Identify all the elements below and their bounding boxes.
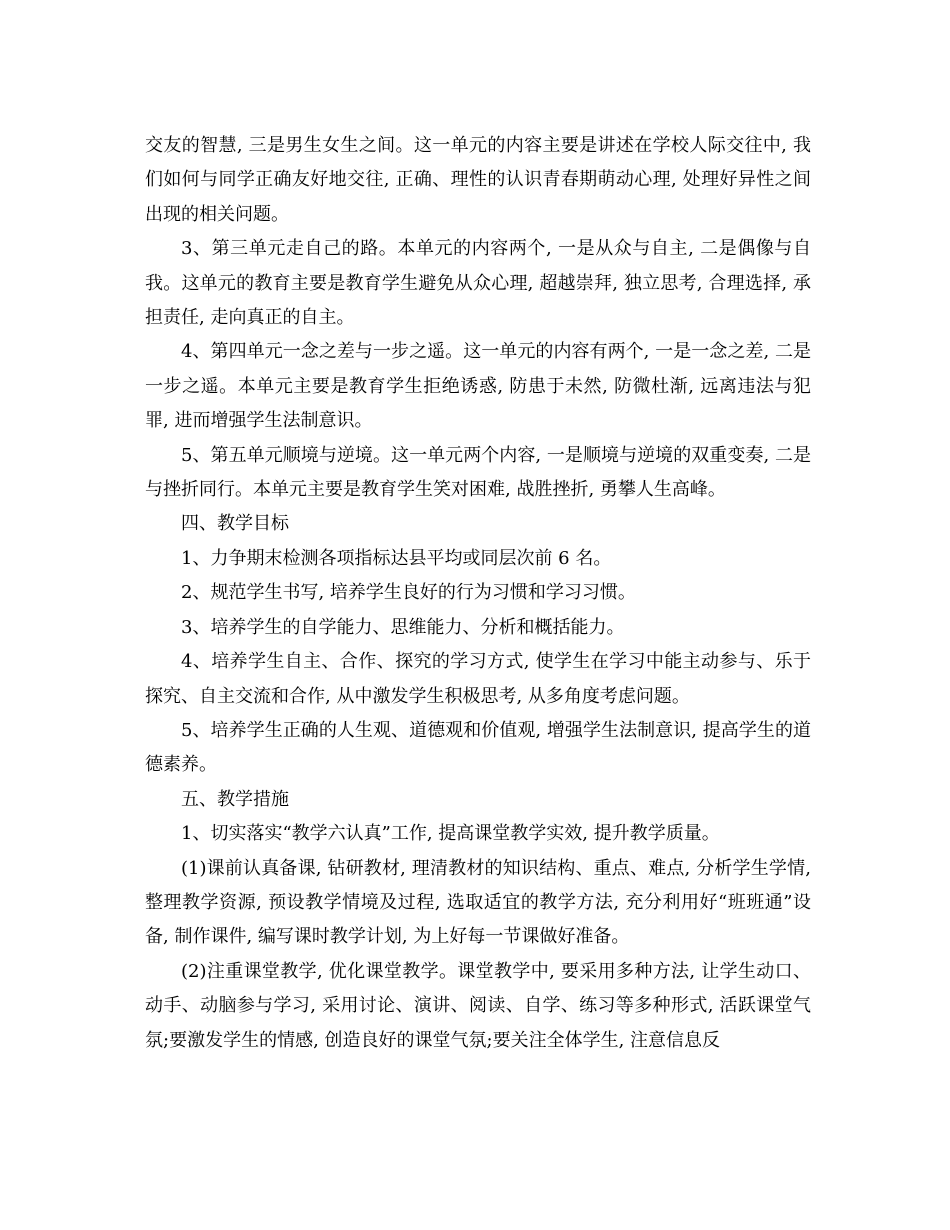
section-heading-measures: 五、教学措施 [181,788,289,810]
goal-item-5: 5、培养学生正确的人生观、道德观和价值观, 增强学生法制意识, 提高学生的道德素养。 [145,719,811,776]
measure-item-1: 1、切实落实“教学六认真”工作, 提高课堂教学实效, 提升教学质量。 [181,823,720,845]
paragraph-continuation: 交友的智慧, 三是男生女生之间。这一单元的内容主要是讲述在学校人际交往中, 我们如何与同学正确友好地交往, 正确、理性的认识青春期萌动心理, 处理好异性之间出现的相关问题。 [145,135,811,225]
section-heading-goals: 四、教学目标 [181,513,289,535]
measure-subitem-2: (2)注重课堂教学, 优化课堂教学。课堂教学中, 要采用多种方法, 让学生动口、动手、动脑参与学习, 采用讨论、演讲、阅读、自学、练习等多种形式, 活跃课堂气氛;要激发学生的情感, 创造良好的课堂气氛;要关注全体学生, 注意信息反 [145,960,811,1051]
paragraph-unit-three: 3、第三单元走自己的路。本单元的内容两个, 一是从众与自主, 二是偶像与自我。这单元的教育主要是教育学生避免从众心理, 超越崇拜, 独立思考, 合理选择, 承担责任, 走向真正的自主。 [145,238,811,329]
goal-item-4: 4、培养学生自主、合作、探究的学习方式, 使学生在学习中能主动参与、乐于探究、自主交流和合作, 从中激发学生积极思考, 从多角度考虑问题。 [145,651,811,707]
document-body [145,129,811,1058]
measure-subitem-1: (1)课前认真备课, 钻研教材, 理清教材的知识结构、重点、难点, 分析学生学情, 整理教学资源, 预设教学情境及过程, 选取适宜的教学方法, 充分利用好“班班通”设备, 制作课件, 编写课时教学计划, 为上好每一节课做好准备。 [145,857,811,948]
goal-item-1: 1、力争期末检测各项指标达县平均或同层次前 6 名。 [181,547,612,569]
paragraph-unit-four: 4、第四单元一念之差与一步之遥。这一单元的内容有两个, 一是一念之差, 二是一步之遥。本单元主要是教育学生拒绝诱惑, 防患于未然, 防微杜渐, 远离违法与犯罪, 进而增强学生法制意识。 [145,341,811,432]
paragraph-unit-five: 5、第五单元顺境与逆境。这一单元两个内容, 一是顺境与逆境的双重变奏, 二是与挫折同行。本单元主要是教育学生笑对困难, 战胜挫折, 勇攀人生高峰。 [145,444,811,501]
goal-item-3: 3、培养学生的自学能力、思维能力、分析和概括能力。 [181,616,625,638]
goal-item-2: 2、规范学生书写, 培养学生良好的行为习惯和学习习惯。 [181,582,636,604]
